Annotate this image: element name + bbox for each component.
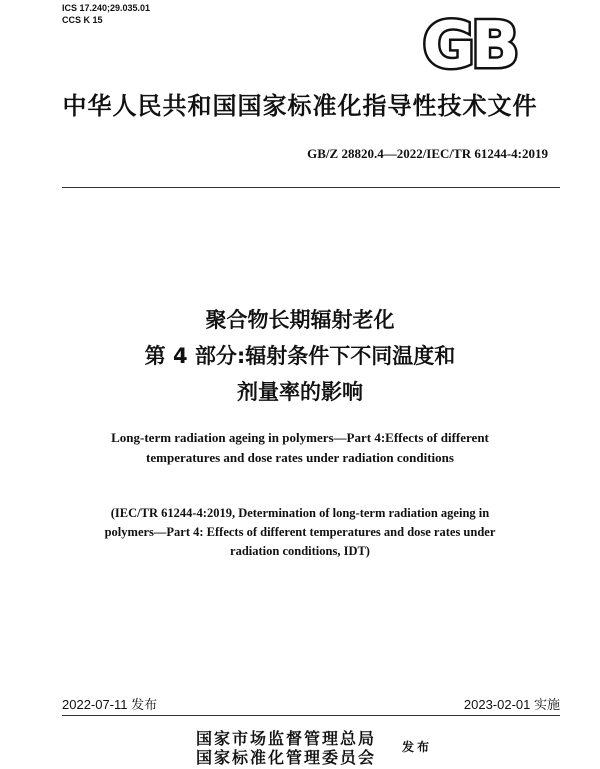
classification-codes bbox=[62, 2, 150, 26]
idt-line-2: polymers—Part 4: Effects of different temperatures and dose rates under bbox=[104, 525, 496, 539]
effective-date: 2023-02-01 实施 bbox=[463, 697, 560, 712]
gb-logo-text: GB bbox=[422, 14, 516, 72]
issuer-samr: 国家市场监督管理总局 bbox=[196, 729, 377, 748]
chinese-title-line-2: 第 4 部分:辐射条件下不同温度和 bbox=[144, 344, 456, 368]
issue-date: 2022-07-11 发布 bbox=[62, 697, 158, 712]
ccs-code: CCS K 15 bbox=[62, 15, 103, 25]
english-title-line-2: temperatures and dose rates under radiation conditions bbox=[146, 450, 454, 465]
publish-label: 发布 bbox=[402, 740, 433, 754]
standard-number: GB/Z 28820.4—2022/IEC/TR 61244-4:2019 bbox=[307, 146, 548, 161]
agency-title: 中华人民共和国国家标准化指导性技术文件 bbox=[62, 92, 538, 120]
chinese-title-line-1: 聚合物长期辐射老化 bbox=[205, 308, 395, 332]
gb-logo bbox=[408, 14, 530, 72]
ics-code: ICS 17.240;29.035.01 bbox=[62, 3, 151, 13]
chinese-title bbox=[0, 305, 600, 407]
issuing-authorities bbox=[196, 729, 376, 767]
footer-divider bbox=[62, 715, 560, 716]
header-divider bbox=[62, 187, 560, 188]
idt-statement bbox=[0, 504, 600, 561]
idt-line-3: radiation conditions, IDT) bbox=[230, 544, 370, 558]
english-title-line-1: Long-term radiation ageing in polymers—Part 4:Effects of different bbox=[111, 430, 489, 445]
english-title bbox=[0, 428, 600, 468]
idt-line-1: (IEC/TR 61244-4:2019, Determination of long-term radiation ageing in bbox=[110, 506, 490, 520]
chinese-title-line-3: 剂量率的影响 bbox=[237, 380, 363, 404]
issuer-sac: 国家标准化管理委员会 bbox=[196, 748, 377, 767]
